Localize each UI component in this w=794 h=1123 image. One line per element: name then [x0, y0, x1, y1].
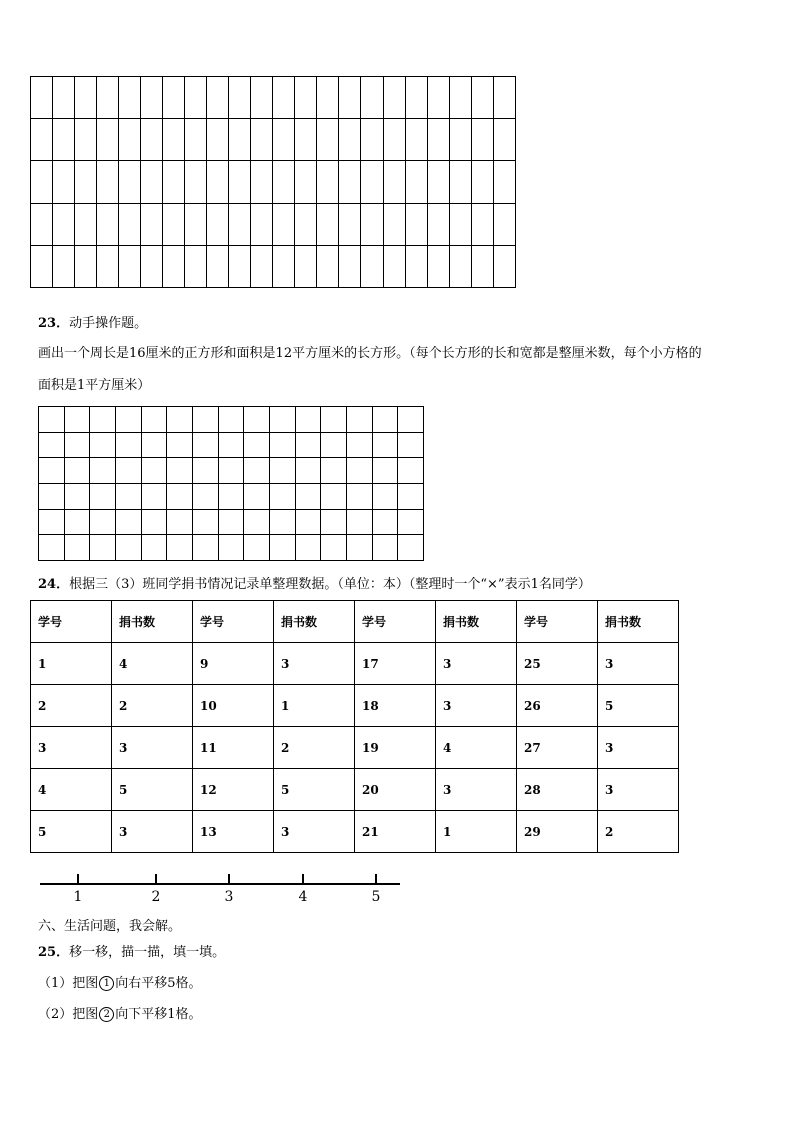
grid-cell	[269, 483, 295, 509]
grid-cell	[361, 77, 383, 119]
grid-cell	[346, 483, 372, 509]
grid-cell	[361, 119, 383, 161]
grid-cell	[295, 432, 321, 458]
grid-cell	[471, 203, 493, 245]
grid-cell	[405, 203, 427, 245]
number-line-tick	[155, 874, 157, 884]
grid-cell	[192, 483, 218, 509]
grid-cell	[163, 245, 185, 287]
grid-cell	[361, 161, 383, 203]
grid-row	[39, 535, 424, 561]
grid-cell	[229, 203, 251, 245]
grid-cell	[317, 161, 339, 203]
donation-record-table	[30, 600, 679, 853]
table-cell: 1	[274, 685, 355, 727]
grid-cell	[115, 509, 141, 535]
grid-cell	[273, 77, 295, 119]
q25-part1	[38, 976, 202, 992]
grid-cell	[427, 119, 449, 161]
q23-title: 动手操作题。	[69, 316, 148, 331]
table-cell: 3	[598, 769, 679, 811]
grid-cell	[471, 161, 493, 203]
grid-cell	[167, 432, 193, 458]
header-cell: 捐书数	[436, 601, 517, 643]
grid-cell	[449, 245, 471, 287]
table-cell: 3	[598, 727, 679, 769]
grid-cell	[39, 458, 65, 484]
grid-cell	[141, 509, 167, 535]
grid-cell	[141, 77, 163, 119]
table-cell: 28	[517, 769, 598, 811]
table-cell: 18	[355, 685, 436, 727]
grid-cell	[317, 77, 339, 119]
grid-cell	[163, 203, 185, 245]
grid-cell	[398, 535, 424, 561]
section-six-title: 六、生活问题，我会解。	[38, 919, 182, 934]
grid-cell	[321, 458, 347, 484]
table-cell: 10	[193, 685, 274, 727]
grid-cell	[244, 483, 270, 509]
grid-cell	[141, 458, 167, 484]
q25-part2	[38, 1007, 202, 1023]
header-cell: 捐书数	[598, 601, 679, 643]
grid-cell	[115, 483, 141, 509]
grid-cell	[269, 458, 295, 484]
grid-cell	[64, 407, 90, 433]
grid-cell	[269, 535, 295, 561]
grid-cell	[119, 119, 141, 161]
grid-cell	[167, 407, 193, 433]
grid-cell	[141, 432, 167, 458]
grid-cell	[449, 203, 471, 245]
grid-cell	[141, 407, 167, 433]
grid-cell	[317, 245, 339, 287]
q25-part1-suffix: 向右平移5格。	[115, 976, 202, 991]
grid-cell	[218, 509, 244, 535]
table-cell: 2	[274, 727, 355, 769]
grid-cell	[251, 203, 273, 245]
grid-cell	[192, 407, 218, 433]
table-cell: 5	[31, 811, 112, 853]
table-cell: 4	[31, 769, 112, 811]
grid-cell	[97, 245, 119, 287]
grid-cell	[449, 77, 471, 119]
number-line-label: 1	[73, 889, 83, 905]
grid-cell	[339, 77, 361, 119]
grid-cell	[185, 119, 207, 161]
grid-cell	[119, 77, 141, 119]
grid-cell	[317, 119, 339, 161]
grid-cell	[53, 203, 75, 245]
grid-cell	[53, 119, 75, 161]
table-cell: 1	[31, 643, 112, 685]
grid-cell	[115, 458, 141, 484]
grid-cell	[141, 119, 163, 161]
grid-row	[39, 483, 424, 509]
grid-cell	[141, 483, 167, 509]
grid-cell	[493, 161, 515, 203]
grid-cell	[218, 458, 244, 484]
grid-cell	[471, 77, 493, 119]
figure-1-mark: 1	[99, 976, 114, 991]
table-cell: 2	[112, 685, 193, 727]
grid-cell	[251, 119, 273, 161]
grid-cell	[295, 509, 321, 535]
grid-cell	[273, 203, 295, 245]
header-cell: 捐书数	[274, 601, 355, 643]
grid-cell	[427, 203, 449, 245]
q25-title: 移一移，描一描，填一填。	[69, 945, 226, 960]
grid-cell	[185, 203, 207, 245]
grid-cell	[405, 245, 427, 287]
table-cell: 29	[517, 811, 598, 853]
number-line-label: 5	[371, 889, 381, 905]
grid-cell	[295, 161, 317, 203]
grid-cell	[185, 161, 207, 203]
grid-cell	[192, 432, 218, 458]
grid-cell	[398, 407, 424, 433]
grid-row	[39, 458, 424, 484]
grid-cell	[321, 432, 347, 458]
grid-cell	[273, 161, 295, 203]
grid-cell	[449, 161, 471, 203]
grid-cell	[75, 161, 97, 203]
table-cell: 5	[274, 769, 355, 811]
header-cell: 学号	[193, 601, 274, 643]
grid-cell	[64, 509, 90, 535]
grid-cell	[427, 161, 449, 203]
grid-cell	[471, 245, 493, 287]
grid-cell	[31, 161, 53, 203]
grid-cell	[295, 483, 321, 509]
q25-heading: 25．移一移，描一描，填一填。	[38, 945, 226, 960]
grid-cell	[207, 161, 229, 203]
grid-cell	[251, 161, 273, 203]
grid-cell	[244, 407, 270, 433]
grid-cell	[229, 77, 251, 119]
q25-number: 25	[38, 945, 57, 960]
grid-cell	[192, 458, 218, 484]
grid-cell	[321, 407, 347, 433]
table-cell: 1	[436, 811, 517, 853]
grid-cell	[97, 77, 119, 119]
grid-cell	[75, 245, 97, 287]
table-cell: 13	[193, 811, 274, 853]
grid-cell	[167, 483, 193, 509]
grid-cell	[90, 535, 116, 561]
grid-cell	[141, 161, 163, 203]
grid-cell	[493, 119, 515, 161]
grid-row	[39, 432, 424, 458]
grid-cell	[295, 245, 317, 287]
grid-cell	[39, 509, 65, 535]
header-cell: 学号	[517, 601, 598, 643]
grid-cell	[64, 458, 90, 484]
table-cell: 5	[598, 685, 679, 727]
grid-cell	[229, 119, 251, 161]
grid-cell	[192, 535, 218, 561]
table-cell: 27	[517, 727, 598, 769]
table-cell: 4	[436, 727, 517, 769]
grid-cell	[361, 245, 383, 287]
grid-cell	[405, 119, 427, 161]
grid-cell	[185, 77, 207, 119]
q23-number: 23	[38, 316, 57, 331]
grid-cell	[141, 535, 167, 561]
grid-cell	[493, 245, 515, 287]
number-line-tick	[375, 874, 377, 884]
grid-cell	[346, 509, 372, 535]
grid-cell	[163, 161, 185, 203]
grid-cell	[383, 203, 405, 245]
grid-row	[31, 203, 516, 245]
grid-cell	[346, 458, 372, 484]
table-cell: 11	[193, 727, 274, 769]
grid-cell	[493, 77, 515, 119]
grid-cell	[361, 203, 383, 245]
grid-cell	[119, 203, 141, 245]
grid-cell	[64, 432, 90, 458]
grid-cell	[229, 245, 251, 287]
grid-cell	[192, 509, 218, 535]
q25-part2-suffix: 向下平移1格。	[115, 1007, 202, 1022]
grid-cell	[218, 407, 244, 433]
grid-cell	[372, 535, 398, 561]
top-grid	[30, 76, 516, 288]
number-line-tick	[302, 874, 304, 884]
header-cell: 捐书数	[112, 601, 193, 643]
grid-cell	[39, 483, 65, 509]
grid-cell	[295, 203, 317, 245]
grid-cell	[372, 407, 398, 433]
table-row	[31, 811, 679, 853]
grid-cell	[90, 458, 116, 484]
grid-cell	[372, 458, 398, 484]
grid-cell	[427, 245, 449, 287]
grid-cell	[372, 432, 398, 458]
table-row	[31, 727, 679, 769]
grid-cell	[163, 119, 185, 161]
grid-cell	[372, 483, 398, 509]
grid-cell	[372, 509, 398, 535]
table-cell: 3	[436, 643, 517, 685]
grid-row	[31, 119, 516, 161]
q24-title: 根据三（3）班同学捐书情况记录单整理数据。（单位：本）（整理时一个“×”表示1名同学）	[69, 577, 591, 592]
grid-cell	[295, 119, 317, 161]
grid-cell	[207, 119, 229, 161]
grid-cell	[90, 432, 116, 458]
grid-cell	[31, 203, 53, 245]
table-cell: 3	[598, 643, 679, 685]
grid-cell	[346, 432, 372, 458]
grid-cell	[97, 161, 119, 203]
table-cell: 19	[355, 727, 436, 769]
grid-cell	[218, 432, 244, 458]
q24-number: 24	[38, 577, 57, 592]
grid-cell	[339, 119, 361, 161]
grid-cell	[427, 77, 449, 119]
grid-cell	[383, 245, 405, 287]
q25-part1-prefix: （1）把图	[38, 976, 99, 991]
grid-cell	[346, 407, 372, 433]
grid-cell	[75, 77, 97, 119]
table-cell: 3	[31, 727, 112, 769]
grid-cell	[31, 77, 53, 119]
grid-cell	[346, 535, 372, 561]
grid-cell	[398, 509, 424, 535]
number-line-label: 3	[224, 889, 234, 905]
q23-heading: 23．动手操作题。	[38, 316, 148, 331]
table-cell: 4	[112, 643, 193, 685]
grid-cell	[53, 77, 75, 119]
grid-cell	[398, 483, 424, 509]
grid-cell	[119, 245, 141, 287]
grid-cell	[273, 245, 295, 287]
header-cell: 学号	[355, 601, 436, 643]
grid-cell	[115, 432, 141, 458]
grid-cell	[90, 407, 116, 433]
grid-cell	[31, 245, 53, 287]
grid-cell	[398, 432, 424, 458]
grid-row	[39, 509, 424, 535]
grid-cell	[141, 203, 163, 245]
grid-cell	[163, 77, 185, 119]
grid-cell	[97, 119, 119, 161]
table-cell: 3	[436, 769, 517, 811]
table-cell: 3	[436, 685, 517, 727]
grid-row	[39, 407, 424, 433]
grid-cell	[115, 535, 141, 561]
grid-cell	[75, 203, 97, 245]
grid-cell	[269, 407, 295, 433]
grid-cell	[269, 509, 295, 535]
grid-cell	[295, 458, 321, 484]
grid-cell	[167, 509, 193, 535]
grid-cell	[64, 535, 90, 561]
grid-cell	[449, 119, 471, 161]
grid-cell	[119, 161, 141, 203]
grid-cell	[339, 161, 361, 203]
grid-cell	[53, 161, 75, 203]
grid-cell	[39, 535, 65, 561]
grid-cell	[493, 203, 515, 245]
table-cell: 12	[193, 769, 274, 811]
number-line-label: 2	[151, 889, 161, 905]
grid-row	[31, 245, 516, 287]
grid-cell	[218, 535, 244, 561]
grid-cell	[251, 77, 273, 119]
table-cell: 3	[112, 727, 193, 769]
table-cell: 2	[598, 811, 679, 853]
grid-cell	[383, 119, 405, 161]
q23-instruction-line1: 画出一个周长是16厘米的正方形和面积是12平方厘米的长方形。（每个长方形的长和宽都是整厘米数，每个小方格的	[38, 346, 702, 361]
grid-cell	[244, 432, 270, 458]
grid-cell	[167, 458, 193, 484]
q24-heading: 24．根据三（3）班同学捐书情况记录单整理数据。（单位：本）（整理时一个“×”表示1名同学）	[38, 577, 591, 592]
grid-cell	[75, 119, 97, 161]
grid-cell	[269, 432, 295, 458]
table-cell: 25	[517, 643, 598, 685]
table-cell: 3	[274, 643, 355, 685]
grid-cell	[244, 458, 270, 484]
grid-cell	[185, 245, 207, 287]
number-line-label: 4	[298, 889, 308, 905]
grid-cell	[398, 458, 424, 484]
table-row	[31, 643, 679, 685]
grid-cell	[295, 535, 321, 561]
grid-row	[31, 77, 516, 119]
grid-cell	[321, 483, 347, 509]
grid-cell	[273, 119, 295, 161]
grid-cell	[90, 509, 116, 535]
grid-cell	[244, 535, 270, 561]
grid-cell	[339, 203, 361, 245]
q25-part2-prefix: （2）把图	[38, 1007, 99, 1022]
grid-cell	[244, 509, 270, 535]
grid-cell	[321, 535, 347, 561]
table-cell: 9	[193, 643, 274, 685]
grid-cell	[115, 407, 141, 433]
grid-cell	[339, 245, 361, 287]
table-cell: 5	[112, 769, 193, 811]
header-cell: 学号	[31, 601, 112, 643]
table-row	[31, 769, 679, 811]
grid-cell	[53, 245, 75, 287]
grid-cell	[207, 77, 229, 119]
grid-cell	[317, 203, 339, 245]
grid-cell	[321, 509, 347, 535]
table-cell: 21	[355, 811, 436, 853]
table-cell: 17	[355, 643, 436, 685]
grid-cell	[31, 119, 53, 161]
grid-cell	[97, 203, 119, 245]
grid-cell	[207, 245, 229, 287]
grid-cell	[218, 483, 244, 509]
grid-cell	[383, 161, 405, 203]
table-row	[31, 685, 679, 727]
grid-cell	[39, 407, 65, 433]
grid-cell	[64, 483, 90, 509]
table-header-row	[31, 601, 679, 643]
grid-cell	[39, 432, 65, 458]
grid-cell	[295, 407, 321, 433]
grid-cell	[141, 245, 163, 287]
q23-instruction-line2: 面积是1平方厘米）	[38, 378, 151, 393]
grid-cell	[251, 245, 273, 287]
grid-cell	[90, 483, 116, 509]
table-cell: 3	[112, 811, 193, 853]
figure-2-mark: 2	[99, 1007, 114, 1022]
table-cell: 3	[274, 811, 355, 853]
number-line-axis	[40, 883, 400, 885]
grid-cell	[229, 161, 251, 203]
grid-cell	[405, 77, 427, 119]
table-cell: 26	[517, 685, 598, 727]
number-line-tick	[228, 874, 230, 884]
number-line-tick	[77, 874, 79, 884]
table-cell: 2	[31, 685, 112, 727]
grid-cell	[167, 535, 193, 561]
grid-cell	[471, 119, 493, 161]
grid-cell	[405, 161, 427, 203]
grid-row	[31, 161, 516, 203]
table-cell: 20	[355, 769, 436, 811]
grid-cell	[295, 77, 317, 119]
grid-cell	[383, 77, 405, 119]
grid-cell	[207, 203, 229, 245]
q23-drawing-grid	[38, 406, 424, 561]
